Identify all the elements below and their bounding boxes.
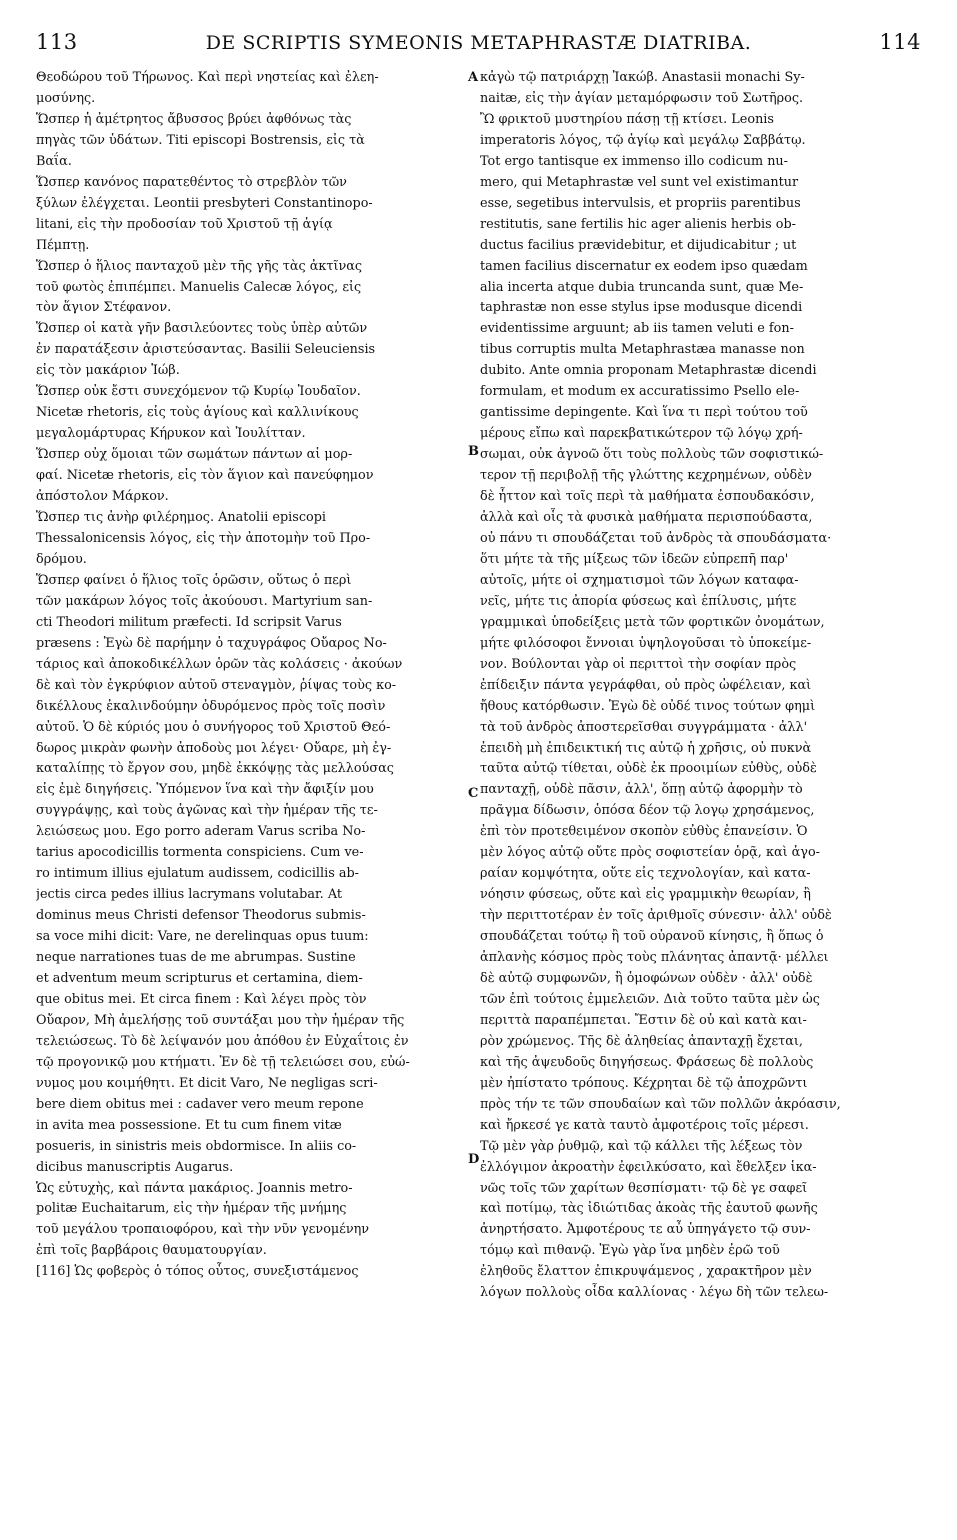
text-line: οὐ πάνυ τι σπουδάζεται τοῦ ἀνδρὸς τὰ σπουδάσματα· [480, 530, 832, 546]
text-line: posueris, in sinistris meis obdormisce. In aliis co- [36, 1138, 357, 1154]
text-line: μὲν ἠπίστατο τρόπους. Κέχρηται δὲ τῷ ἀποχρῶντι [480, 1075, 808, 1091]
text-line: μὲν λόγος αὐτῷ οὔτε πρὸς σοφιστείαν ὁρᾷ, καὶ ἀγο- [480, 845, 820, 861]
right-page-number: 114 [879, 30, 921, 54]
text-line: que obitus mei. Et circa finem : Καὶ λέγει πρὸς τὸν [36, 991, 367, 1007]
text-line: Βαΐα. [36, 153, 72, 169]
margin-letter-a: A [468, 70, 479, 85]
text-line: Οὔαρον, Μὴ ἀμελήσῃς τοῦ συντάξαι μου τὴν ἡμέραν τῆς [36, 1012, 405, 1028]
text-line: evidentissime arguunt; ab iis tamen veluti e fon- [480, 321, 794, 337]
page-header [36, 30, 921, 62]
text-line: Thessalonicensis λόγος, εἰς τὴν ἀποτομὴν τοῦ Προ- [36, 530, 371, 546]
margin-letter-d: D [468, 1152, 480, 1167]
text-line: præsens : Ἐγὼ δὲ παρήμην ὁ ταχυγράφος Οὔαρος Νο- [36, 635, 387, 651]
text-line: Ὥσπερ τις ἀνὴρ φιλέρημος. Anatolii episcopi [36, 510, 326, 526]
text-line: tarius apocodicillis tormenta conspiciens. Cum ve- [36, 845, 364, 861]
text-line: tibus corruptis multa Metaphrastæa manasse non [480, 342, 805, 358]
text-line: ἀνηρτήσατο. Ἀμφοτέρους τε αὖ ὑπηγάγετο τῷ συν- [480, 1222, 811, 1238]
text-line: ἐληθοῦς ἔλαττον ἐπικρυψάμενος , χαρακτῆρον μὲν [480, 1264, 812, 1280]
text-line: imperatoris λόγος, τῷ ἁγίῳ καὶ μεγάλῳ Σαββάτῳ. [480, 132, 806, 148]
text-line: τῷ προγονικῷ μου κτήματι. Ἐν δὲ τῇ τελειώσει σου, εὐώ- [36, 1054, 410, 1070]
text-line: περιττὰ παραπέμπεται. Ἔστιν δὲ οὐ καὶ κατὰ και- [480, 1012, 807, 1028]
text-line: alia incerta atque dubia truncanda sunt, quæ Me- [480, 279, 804, 295]
text-line: ρὸν χρώμενος. Τῆς δὲ ἀληθείας ἁπανταχῇ ἔχεται, [480, 1033, 803, 1049]
text-line: ἐπίδειξιν πάντα γεγράφθαι, οὐ πρὸς ὠφέλειαν, καὶ [480, 677, 812, 693]
text-line: [116] Ὡς φοβερὸς ὁ τόπος οὗτος, συνεξιστάμενος [36, 1264, 359, 1280]
text-line: συγγράψῃς, καὶ τοὺς ἀγῶνας καὶ τὴν ἡμέραν τῆς τε- [36, 803, 378, 819]
text-line: σπουδάζεται τούτῳ ἢ τοῦ οὐρανοῦ κίνησις, ἢ ὅπως ὁ [480, 929, 824, 945]
right-column [480, 68, 924, 1304]
running-title: DE SCRIPTIS SYMEONIS METAPHRASTÆ DIATRIBA. [205, 32, 752, 54]
text-line: πρὸς τήν τε τῶν σπουδαίων καὶ τῶν πολλῶν ἀκρόασιν, [480, 1096, 841, 1112]
text-line: νεῖς, μήτε τις ἀπορία φύσεως καὶ ἐπίλυσις, μήτε [480, 593, 797, 609]
text-line: dubito. Ante omnia proponam Metaphrastæ dicendi [480, 363, 817, 379]
text-line: ὅτι μήτε τὰ τῆς μίξεως τῶν ἰδεῶν εὐπρεπῆ παρ' [480, 551, 789, 567]
text-line: καὶ τῆς ἀψευδοῦς διηγήσεως. Φράσεως δὲ πολλοὺς [480, 1054, 814, 1070]
text-line: litani, εἰς τὴν προδοσίαν τοῦ Χριστοῦ τῇ ἁγίᾳ [36, 216, 333, 232]
text-line: τὴν περιττοτέραν ἐν τοῖς ἀριθμοῖς σύνεσιν· ἀλλ' οὐδὲ [480, 908, 832, 924]
text-line: jectis circa pedes illius lacrymans volutabar. At [36, 887, 342, 903]
text-line: restitutis, sane fertilis hic ager alienis herbis ob- [480, 216, 796, 232]
text-line: gantissime depingente. Καὶ ἵνα τι περὶ τούτου τοῦ [480, 405, 808, 421]
text-line: ἐλλόγιμον ἀκροατὴν ἐφειλκύσατο, καὶ ἔθελξεν ἱκα- [480, 1159, 817, 1175]
text-line: τόμῳ καὶ πιθανῷ. Ἐγὼ γὰρ ἵνα μηδὲν ἐρῶ τοῦ [480, 1243, 780, 1259]
text-line: μέρους εἴπω καὶ παρεκβατικώτερον τῷ λόγῳ χρή- [480, 426, 803, 442]
text-line: τὸν ἅγιον Στέφανον. [36, 300, 172, 316]
text-line: ἀπόστολον Μάρκον. [36, 489, 169, 505]
margin-letter-c: C [468, 786, 479, 801]
text-line: εἰς τὸν μακάριον Ἰώβ. [36, 363, 180, 379]
text-line: μήτε φιλόσοφοι ἔννοιαι ὑψηλογοῦσαι τὸ ὑποκείμε- [480, 635, 812, 651]
text-line: δὲ ἧττον καὶ τοῖς περὶ τὰ μαθήματα ἐσπουδακόσιν, [480, 489, 815, 505]
text-line: μεγαλομάρτυρας Κήρυκον καὶ Ἰουλίτταν. [36, 426, 306, 442]
text-line: Ὥσπερ κανόνος παρατεθέντος τὸ στρεβλὸν τῶν [36, 174, 347, 190]
text-line: ἀπλανὴς κόσμος πρὸς τοὺς πλάνητας ἀπαντᾷ· μέλλει [480, 950, 829, 966]
text-line: ἐν παρατάξεσιν ἀριστεύσαντας. Basilii Seleuciensis [36, 342, 376, 358]
text-line: taphrastæ non esse stylus ipse modusque dicendi [480, 300, 803, 316]
text-line: tamen facilius discernatur ex eodem ipso quædam [480, 258, 808, 274]
text-line: Ὥσπερ οὐχ ὅμοιαι τῶν σωμάτων πάντων αἱ μορ- [36, 447, 353, 463]
text-line: δρόμου. [36, 551, 87, 567]
text-line: καταλίπῃς τὸ ἔργον σου, μηδὲ ἐκκόψῃς τὰς μελλούσας [36, 761, 394, 777]
text-line: πανταχῇ, οὐδὲ πᾶσιν, ἀλλ', ὅπῃ αὐτῷ ἀφορμὴν τὸ [480, 782, 803, 798]
text-line: sa voce mihi dicit: Vare, ne derelinquas opus tuum: [36, 929, 369, 945]
text-line: σωμαι, οὐκ ἀγνοῶ ὅτι τοὺς πολλοὺς τῶν σοφιστικώ- [480, 447, 824, 463]
text-line: naitæ, εἰς τὴν ἁγίαν μεταμόρφωσιν τοῦ Σωτῆρος. [480, 90, 804, 106]
text-line: esse, segetibus intervulsis, et propriis parentibus [480, 195, 801, 211]
text-line: νόησιν φύσεως, οὔτε καὶ εἰς γραμμικὴν θεωρίαν, ἢ [480, 887, 811, 903]
text-line: αὐτοῦ. Ὁ δὲ κύριός μου ὁ συνήγορος τοῦ Χριστοῦ Θεό- [36, 719, 391, 735]
text-line: Θεοδώρου τοῦ Τήρωνος. Καὶ περὶ νηστείας καὶ ἐλεη- [36, 70, 379, 85]
left-column [36, 68, 466, 1283]
text-line: Ὥσπερ οὐκ ἔστι συνεχόμενον τῷ Κυρίῳ Ἰουδαῖον. [36, 384, 361, 400]
text-line: μοσύνης. [36, 90, 96, 106]
text-line: δωρος μικρὰν φωνὴν ἀποδοὺς μοι λέγει· Οὔαρε, μὴ ἐγ- [36, 740, 392, 756]
text-line: Ὥσπερ οἱ κατὰ γῆν βασιλεύοντες τοὺς ὑπὲρ αὐτῶν [36, 321, 368, 337]
text-line: Ὢ φρικτοῦ μυστηρίου πάσῃ τῇ κτίσει. Leonis [480, 111, 774, 127]
text-line: et adventum meum scripturus et certamina, diem- [36, 970, 363, 986]
text-line: καὶ ποτίμῳ, τὰς ἰδιώτιδας ἀκοὰς τῆς ἐαυτοῦ φωνῆς [480, 1201, 818, 1217]
text-line: in avita mea possessione. Et tu cum finem vitæ [36, 1117, 342, 1133]
text-line: ἐπειδὴ μὴ ἐπιδεικτική τις αὐτῷ ἡ χρῆσις, οὐ πυκνὰ [480, 740, 812, 756]
text-line: dicibus manuscriptis Augarus. [36, 1159, 234, 1175]
text-line: τὰ τοῦ ἀνδρὸς ἀποστερεῖσθαι συγγράμματα · ἀλλ' [480, 719, 808, 735]
text-line: γραμμικαὶ ὑποδείξεις μετὰ τῶν φορτικῶν ὀνομάτων, [480, 614, 825, 630]
text-line: δὲ καὶ τὸν ἐγκρύφιον αὐτοῦ στεναγμὸν, ῥίψας τοὺς κο- [36, 677, 397, 693]
left-page-number: 113 [36, 30, 78, 54]
text-line: ταῦτα αὐτῷ τίθεται, οὐδὲ ἐκ προοιμίων εὐθὺς, οὐδὲ [480, 761, 817, 777]
text-line: Tot ergo tantisque ex immenso illo codicum nu- [480, 153, 788, 169]
text-line: ἐπὶ τὸν προτεθειμένον σκοπὸν εὐθὺς ἐπανείσιν. Ὁ [480, 824, 808, 840]
text-line: ξύλων ἐλέγχεται. Leontii presbyteri Constantinopo- [36, 195, 373, 211]
text-line: λειώσεως μου. Ego porro aderam Varus scriba No- [36, 824, 366, 840]
text-line: Τῷ μὲν γὰρ ῥυθμῷ, καὶ τῷ κάλλει τῆς λέξεως τὸν [480, 1138, 803, 1154]
text-line: cti Theodori militum præfecti. Id scripsit Varus [36, 614, 342, 630]
text-line: λόγων πολλοὺς οἶδα καλλίονας · λέγω δὴ τῶν τελεω- [480, 1285, 829, 1301]
text-line: τῶν μακάρων λόγος τοῖς ἀκούουσι. Martyrium san- [36, 593, 373, 609]
text-line: αὐτοῖς, μήτε οἱ σχηματισμοὶ τῶν λόγων καταφα- [480, 572, 799, 588]
text-line: νυμος μου κοιμήθητι. Et dicit Varo, Ne negligas scri- [36, 1075, 378, 1091]
text-line: Πέμπτῃ. [36, 237, 90, 253]
text-line: Ὡς εὐτυχὴς, καὶ πάντα μακάριος. Joannis metro- [36, 1180, 353, 1196]
text-line: ro intimum illius ejulatum audissem, codicillis ab- [36, 866, 359, 882]
text-line: Ὥσπερ φαίνει ὁ ἥλιος τοῖς ὁρῶσιν, οὕτως ὁ περὶ [36, 572, 352, 588]
text-line: neque narrationes tuas de me abrumpas. Sustine [36, 950, 356, 966]
text-line: ductus facilius prævidebitur, et dijudicabitur ; ut [480, 237, 797, 253]
text-line: dominus meus Christi defensor Theodorus submis- [36, 908, 366, 924]
text-line: Ὥσπερ ὁ ἥλιος πανταχοῦ μὲν τῆς γῆς τὰς ἀκτῖνας [36, 258, 363, 274]
text-line: νον. Βούλονται γὰρ οἱ περιττοὶ τὴν σοφίαν πρὸς [480, 656, 797, 672]
text-line: τοῦ φωτὸς ἐπιπέμπει. Manuelis Calecæ λόγος, εἰς [36, 279, 362, 295]
text-line: Nicetæ rhetoris, εἰς τοὺς ἁγίους καὶ καλλινίκους [36, 405, 359, 421]
text-line: bere diem obitus mei : cadaver vero meum repone [36, 1096, 364, 1112]
text-line: ραίαν κομψότητα, οὔτε εἰς τεχνολογίαν, καὶ κατα- [480, 866, 811, 882]
text-line: ἀλλὰ καὶ οἷς τὰ φυσικὰ μαθήματα περισπούδαστα, [480, 510, 813, 526]
text-line: τάριος καὶ ἀποκοδικέλλων ὁρῶν τὰς κολάσεις · ἀκούων [36, 656, 403, 672]
text-line: δὲ αὐτῷ συμφωνῶν, ἢ ὁμοφώνων οὐδὲν · ἀλλ' οὐδὲ [480, 970, 813, 986]
text-line: τελειώσεως. Τὸ δὲ λείψανόν μου ἀπόθου ἐν Εὐχαΐτοις ἐν [36, 1033, 409, 1049]
text-line: mero, qui Metaphrastæ vel sunt vel existimantur [480, 174, 799, 190]
text-line: νῶς τοῖς τῶν χαρίτων θεσπίσματι· τῷ δὲ γε σαφεῖ [480, 1180, 808, 1196]
text-line: τερον τῇ περιβολῇ τῆς γλώττης κεχρημένων, οὐδὲν [480, 468, 812, 484]
text-line: τοῦ μεγάλου τροπαιοφόρου, καὶ τὴν νῦν γενομένην [36, 1222, 370, 1238]
text-line: ἐπὶ τοῖς βαρβάροις θαυματουργίαν. [36, 1243, 267, 1259]
text-line: Ὥσπερ ἡ ἀμέτρητος ἄβυσσος βρύει ἀφθόνως τὰς [36, 111, 352, 127]
text-line: πηγὰς τῶν ὑδάτων. Titi episcopi Bostrensis, εἰς τὰ [36, 132, 365, 148]
text-line: κἀγὼ τῷ πατριάρχῃ Ἰακώβ. Anastasii monachi Sy- [480, 70, 805, 85]
text-line: φαί. Nicetæ rhetoris, εἰς τὸν ἅγιον καὶ πανεύφημον [36, 468, 374, 484]
text-line: formulam, et modum ex accuratissimo Psello ele- [480, 384, 800, 400]
text-line: εἰς ἐμὲ διηγήσεις. Ὑπόμενον ἵνα καὶ τὴν ἄφιξίν μου [36, 782, 374, 798]
margin-letter-b: B [468, 444, 479, 459]
text-line: ἤθους κατόρθωσιν. Ἐγὼ δὲ οὐδέ τινος τούτων φημὶ [480, 698, 816, 714]
text-line: δικέλλους ἐκαλινδούμην ὀδυρόμενος πρὸς τοῖς ποσὶν [36, 698, 386, 714]
text-line: καὶ ἤρκεσέ γε κατὰ ταυτὸ ἀμφοτέροις τοῖς μέρεσι. [480, 1117, 809, 1133]
text-line: politæ Euchaitarum, εἰς τὴν ἡμέραν τῆς μνήμης [36, 1201, 347, 1217]
text-line: πρᾶγμα δίδωσιν, ὁπόσα δέον τῷ λογῳ χρησάμενος, [480, 803, 815, 819]
text-line: τῶν ἐπὶ τούτοις ἐμμελειῶν. Διὰ τοῦτο ταῦτα μὲν ὡς [480, 991, 820, 1007]
